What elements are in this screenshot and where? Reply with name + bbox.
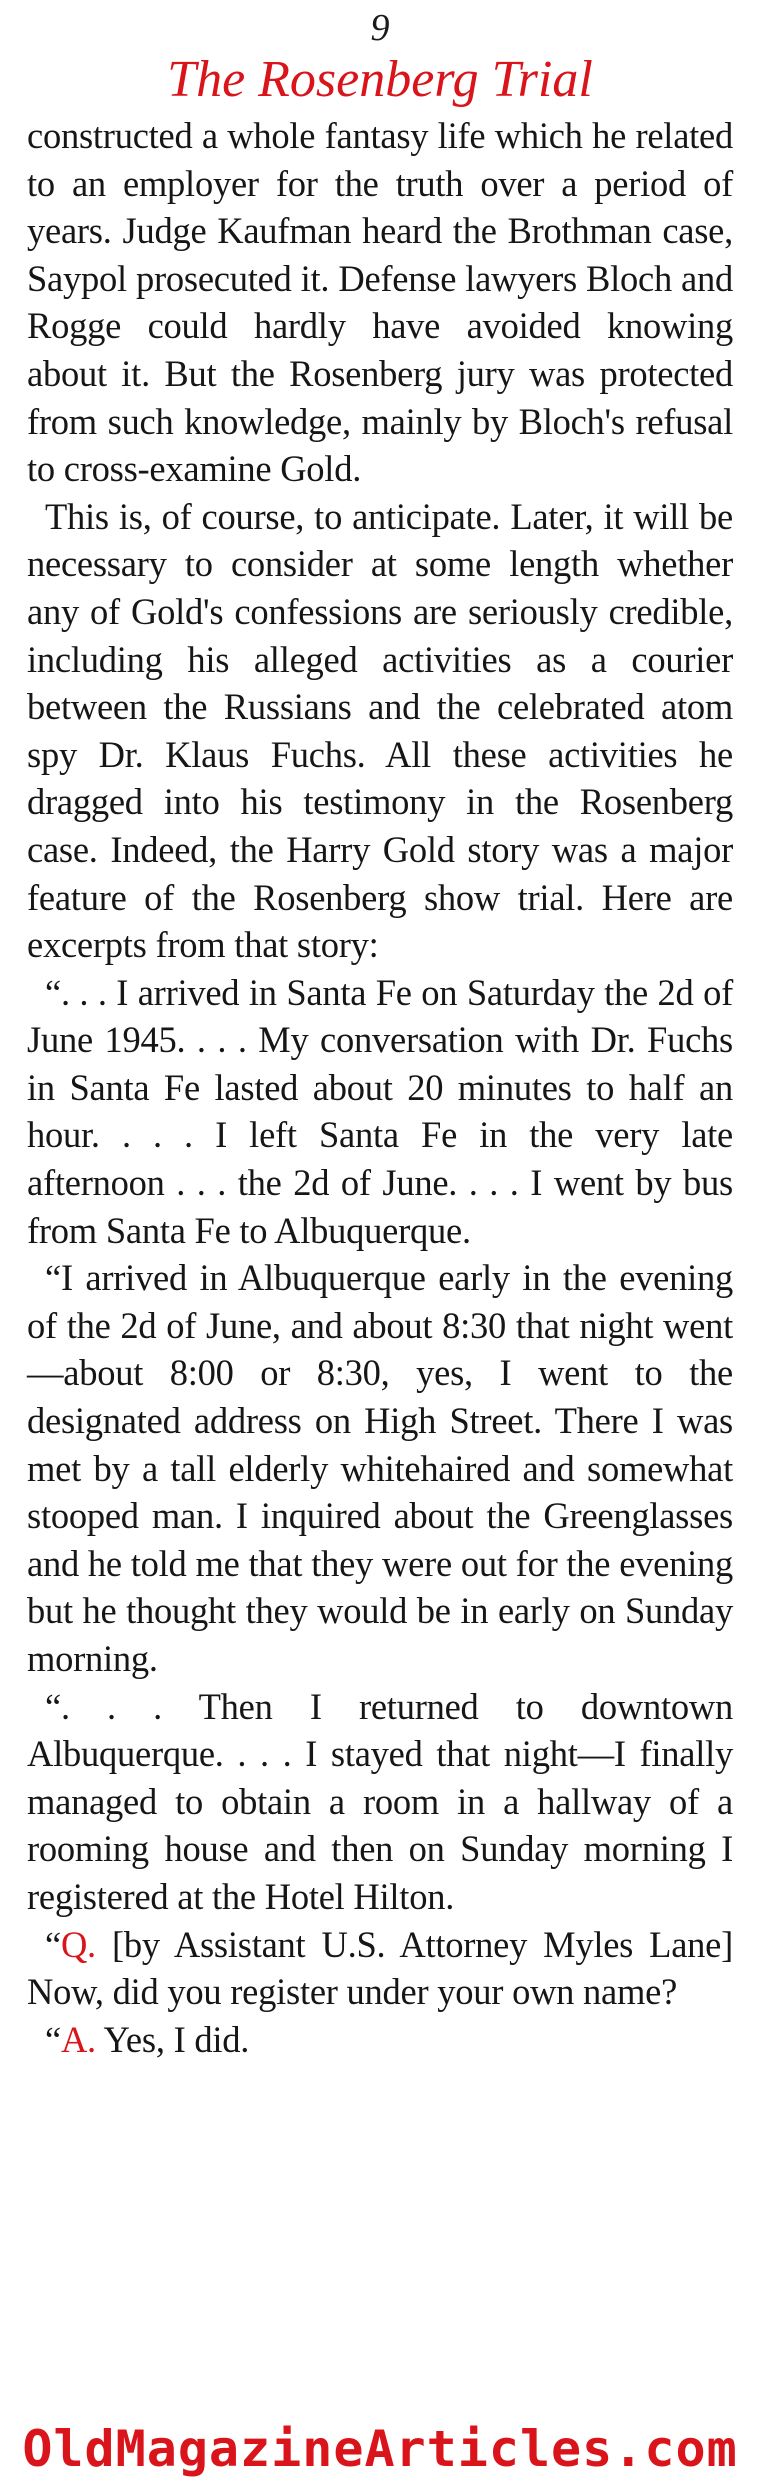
question-text: [by Assistant U.S. Attorney Myles Lane] Now, did you register under your own name? <box>27 1923 733 2013</box>
testimony-paragraph-2: “I arrived in Albuquerque early in the evening of the 2d of June, and about 8:30 that night went—about 8:00 or 8:30, yes, I went to the designated address on High Street. There I was met by a tall elderly whitehaired and somewhat stooped man. I inquired about the Greenglasses and he told me that they were out for the evening but he thought they would be in early on Sunday morning. <box>27 1257 733 1679</box>
question-open-quote: “ <box>45 1923 61 1965</box>
site-watermark: OldMagazineArticles.com <box>22 2420 738 2478</box>
page-number: 9 <box>370 7 390 49</box>
testimony-paragraph-1: “. . . I arrived in Santa Fe on Saturday the 2d of June 1945. . . . My conversation with Dr. Fuchs in Santa Fe lasted about 20 minutes to half an hour. . . . I left Santa Fe in the very late afternoon . . . the 2d of June. . . . I went by bus from Santa Fe to Albuquerque. <box>27 971 733 1251</box>
answer-paragraph <box>27 2016 733 2064</box>
paragraph-2: This is, of course, to anticipate. Later, it will be necessary to consider at some length whether any of Gold's confessions are seriously credible, including his alleged activities as a courier between the Russians and the celebrated atom spy Dr. Klaus Fuchs. All these activities he dragged into his testimony in the Rosenberg case. Indeed, the Harry Gold story was a major feature of the Rosenberg show trial. Here are excerpts from that story: <box>27 495 733 966</box>
testimony-paragraph-3: “. . . Then I returned to downtown Albuquerque. . . . I stayed that night—I finally managed to obtain a room in a hallway of a rooming house and then on Sunday morning I registered at the Hotel Hilton. <box>27 1685 733 1917</box>
answer-text: Yes, I did. <box>95 2018 250 2060</box>
answer-marker: A. <box>60 2018 96 2060</box>
article-body <box>27 112 733 2063</box>
question-paragraph <box>27 1921 733 2016</box>
article-title: The Rosenberg Trial <box>167 51 593 108</box>
paragraph-1: constructed a whole fantasy life which he related to an employer for the truth over a period of years. Judge Kaufman heard the Brothman case, Saypol prosecuted it. Defense lawyers Bloch and Rogge could hardly have avoided knowing about it. But the Rosenberg jury was protected from such knowledge, mainly by Bloch's refusal to cross-examine Gold. <box>27 115 733 490</box>
question-marker: Q. <box>60 1923 96 1965</box>
answer-open-quote: “ <box>45 2018 61 2060</box>
